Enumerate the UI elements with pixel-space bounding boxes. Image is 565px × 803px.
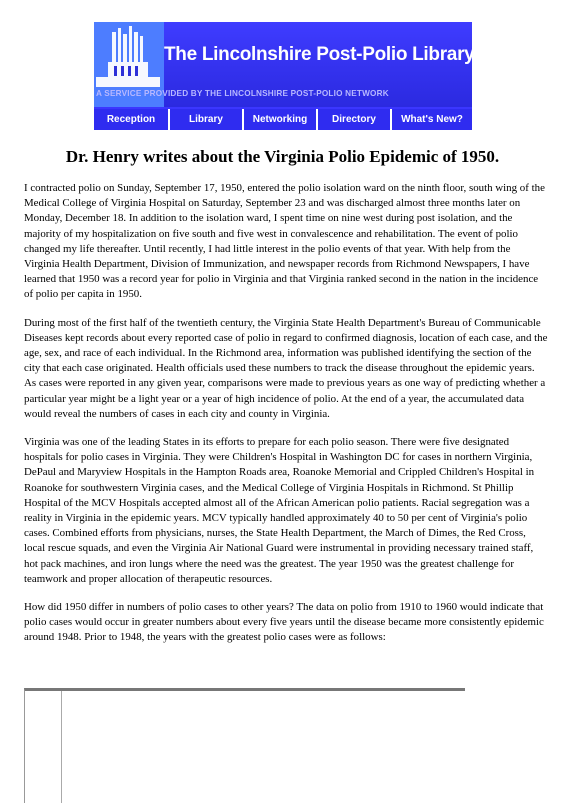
nav-library[interactable]: Library [170, 109, 242, 130]
banner-title: The Lincolnshire Post-Polio Library [164, 44, 475, 65]
article-title: Dr. Henry writes about the Virginia Polio Epidemic of 1950. [65, 147, 500, 166]
nav-reception[interactable]: Reception [94, 109, 168, 130]
nav-directory[interactable]: Directory [318, 109, 390, 130]
article-paragraph: I contracted polio on Sunday, September 17, 1950, entered the polio isolation ward on the ninth floor, south wing of the Medical College of Virginia Hospital on Saturday, September 23 and was discharged almost three months later on Monday, December 18. In addition to the isolation ward, I spent time on nine west during post isolation, and the majority of my hospitalization on five south and five west in convalescence and rehabilitation. The event of polio changed my life thereafter. Until recently, I had little interest in the polio events of that year. With help from the Virginia Health Department, Division of Immunization, and newspaper records from Richmond Newspapers, I have learned that 1950 was a record year for polio in Virginia and that Virginia ranked second in the nation in the incidence of polio per capita in 1950. [24, 182, 545, 301]
polio-cases-table [24, 688, 465, 803]
banner-header [94, 22, 475, 107]
banner-subtitle: A SERVICE PROVIDED BY THE LINCOLNSHIRE POST-POLIO NETWORK [96, 89, 389, 98]
nav-bar [94, 109, 472, 130]
nav-whats-new[interactable]: What's New? [392, 109, 472, 130]
nav-networking[interactable]: Networking [244, 109, 316, 130]
table-divider [61, 691, 62, 803]
article-paragraph: Virginia was one of the leading States in its efforts to prepare for each polio season. There were five designated hospitals for polio cases in Virginia. They were Children's Hospital in Washington DC for cases in northern Virginia, DePaul and Maryview Hospitals in the Hampton Roads area, Roanoke Memorial and Crippled Children's Hospital in Roanoke for southwestern Virginia cases, and the Medical College of Virginia Hospitals in Richmond. St Phillip Hospital of the MCV Hospitals accepted almost all of the African American polio patients. Racial segregation was a reality in Virginia in the epidemic years. MCV typically handled approximately 40 to 50 per cent of Virginia's polio cases. Combined efforts from physicians, nurses, the State Health Department, the March of Dimes, the Red Cross, local rescue squads, and even the Virginia Air National Guard were instrumental in providing necessary trained staff, hot pack machines, and iron lungs where the need was the greatest. The year 1950 was the greatest challenge for teamwork and proper allocation of therapeutic resources. [24, 436, 535, 585]
article-paragraph: How did 1950 differ in numbers of polio cases to other years? The data on polio from 1910 to 1960 would indicate that polio cases would occur in greater numbers about every five years until the disease became more consistently epidemic around 1948. Prior to 1948, the years with the greatest polio cases were as follows: [24, 601, 544, 644]
article-paragraph: During most of the first half of the twentieth century, the Virginia State Health Department's Bureau of Communicable Diseases kept records about every reported case of polio in regard to confirmed diagnosis, location of each case, and the age, sex, and race of each individual. In the Richmond area, information was published identifying the section of the city that each case originated. Health officials used these numbers to track the disease throughout the epidemic years. As cases were reported in any given year, comparisons were made to previous years as one way of predicting whether a particular year might be a light year or a year of high incidence of polio. At the end of a year, the accumulated data would reveal the numbers of cases in each city and county in Virginia. [24, 316, 548, 420]
article-body [24, 181, 548, 659]
site-banner [94, 22, 475, 130]
